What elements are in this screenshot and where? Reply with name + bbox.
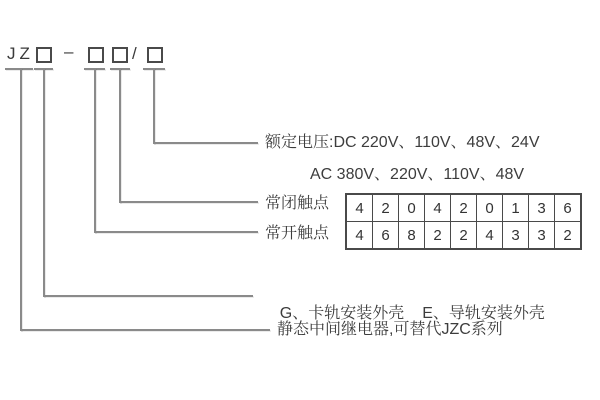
- table-cell: 2: [451, 222, 476, 248]
- connector-horizontal-voltage: [153, 142, 258, 144]
- label-housing-e: E、导轨安装外壳: [422, 305, 545, 322]
- table-cell: 0: [477, 195, 502, 221]
- table-cell: 3: [529, 222, 554, 248]
- table-cell: 1: [503, 195, 528, 221]
- model-digit-box-4: [147, 47, 163, 63]
- table-cell: 0: [399, 195, 424, 221]
- connector-vertical-housing: [43, 68, 45, 297]
- label-no-contacts: 常开触点: [265, 225, 330, 242]
- table-cell: 2: [425, 222, 450, 248]
- connector-horizontal-no-contacts: [94, 231, 258, 233]
- connector-horizontal-series: [20, 329, 270, 331]
- table-cell: 4: [347, 222, 372, 248]
- connector-vertical-voltage: [153, 68, 155, 144]
- model-digit-box-1: [36, 47, 52, 63]
- table-cell: 2: [373, 195, 398, 221]
- connector-vertical-no-contacts: [94, 68, 96, 233]
- table-cell: 2: [555, 222, 580, 248]
- contact-count-table: [345, 193, 582, 250]
- label-nc-contacts: 常闭触点: [265, 195, 330, 212]
- label-housing-g: G、卡轨安装外壳: [279, 305, 405, 322]
- table-cell: 4: [477, 222, 502, 248]
- connector-horizontal-housing: [43, 295, 253, 297]
- label-rated-voltage-dc: 额定电压:DC 220V、110V、48V、24V: [265, 134, 540, 151]
- label-rated-voltage-ac: AC 380V、220V、110V、48V: [310, 166, 525, 183]
- model-digit-box-3: [112, 47, 128, 63]
- connector-vertical-series: [20, 68, 22, 331]
- table-cell: 6: [373, 222, 398, 248]
- label-series: 静态中间继电器,可替代JZC系列: [277, 321, 503, 338]
- connector-horizontal-nc-contacts: [119, 201, 258, 203]
- table-cell: 4: [425, 195, 450, 221]
- connector-vertical-nc-contacts: [119, 68, 121, 203]
- table-cell: 3: [503, 222, 528, 248]
- table-cell: 4: [347, 195, 372, 221]
- model-slash: /: [132, 44, 137, 63]
- model-prefix: JZ: [7, 44, 34, 63]
- underline-prefix: [5, 68, 33, 70]
- model-dash: –: [64, 42, 74, 61]
- table-cell: 6: [555, 195, 580, 221]
- model-digit-box-2: [88, 47, 104, 63]
- table-cell: 8: [399, 222, 424, 248]
- table-cell: 3: [529, 195, 554, 221]
- table-cell: 2: [451, 195, 476, 221]
